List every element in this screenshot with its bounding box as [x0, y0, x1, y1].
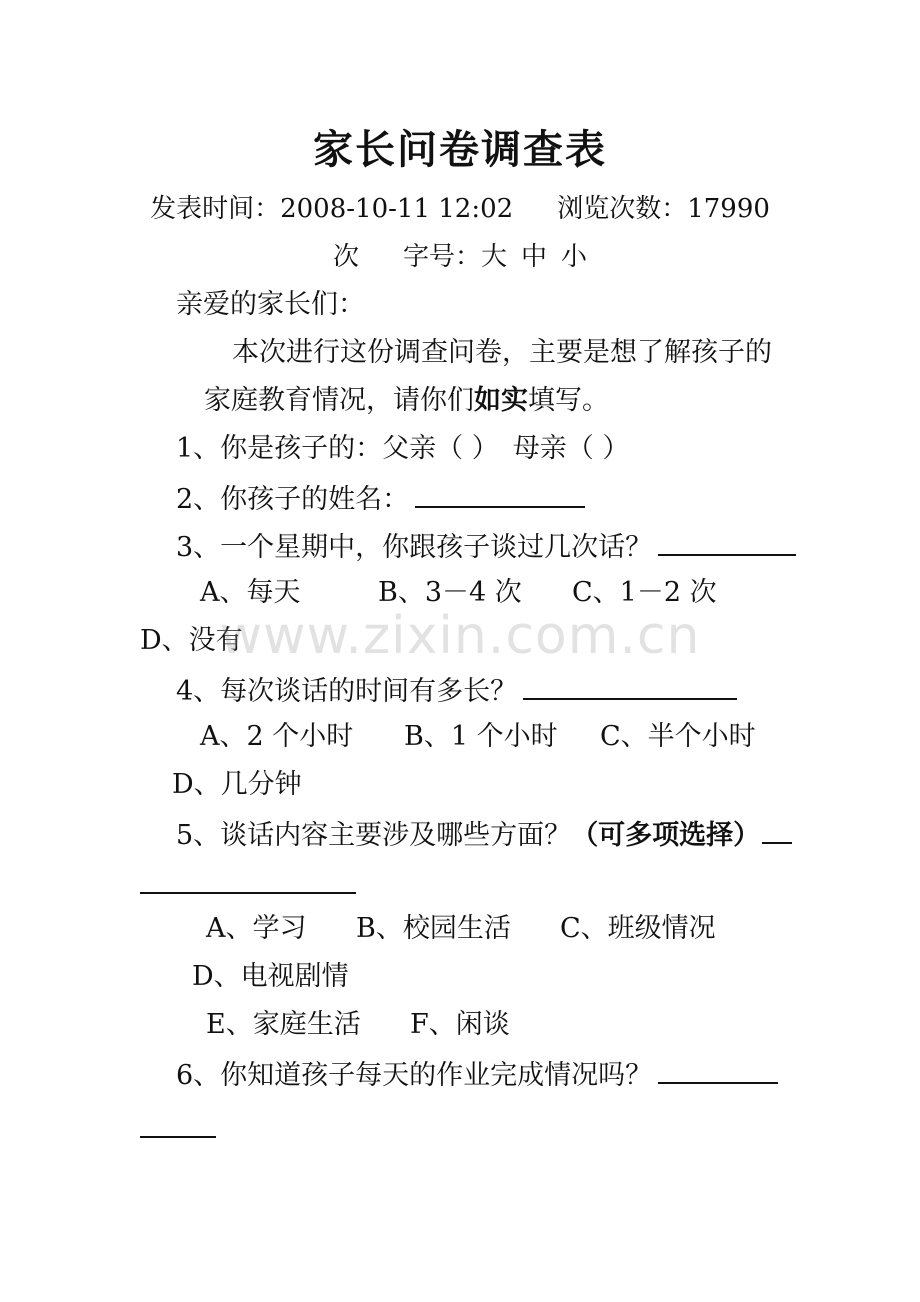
- question-6-text: 6、你知道孩子每天的作业完成情况吗？: [176, 1060, 653, 1091]
- question-5-answer-line[interactable]: [140, 892, 356, 894]
- q4-option-b[interactable]: B、1 个小时: [404, 721, 558, 752]
- q4-option-c[interactable]: C、半个小时: [600, 721, 756, 752]
- question-5-options-row-1: [206, 912, 716, 946]
- font-size-small-link[interactable]: 小: [561, 242, 588, 272]
- meta-line: [0, 192, 920, 226]
- q3-option-a[interactable]: A、每天: [200, 577, 301, 608]
- question-4: [176, 672, 737, 709]
- font-size-medium-link[interactable]: 中: [521, 242, 548, 272]
- question-6-answer-blank[interactable]: [658, 1056, 778, 1084]
- meta-line-2: [0, 240, 920, 274]
- q4-option-d[interactable]: D、几分钟: [172, 769, 302, 800]
- question-3-answer-blank[interactable]: [658, 528, 796, 556]
- question-2-answer-blank[interactable]: [415, 480, 585, 508]
- published-label: 发表时间：: [150, 194, 281, 224]
- watermark: www.zixin.com.cn: [219, 606, 701, 666]
- q5-option-b[interactable]: B、校园生活: [356, 913, 511, 944]
- question-1-text: 1、你是孩子的：父亲（ ）: [176, 433, 499, 464]
- font-size-label: 字号：: [402, 242, 481, 272]
- font-size-large-link[interactable]: 大: [480, 242, 507, 272]
- question-4-text: 4、每次谈话的时间有多长？: [176, 676, 518, 707]
- question-4-answer-blank[interactable]: [523, 672, 737, 700]
- question-4-options: [200, 720, 756, 754]
- intro-post: 填写。: [528, 385, 609, 416]
- views-unit: 次: [332, 242, 359, 272]
- q5-option-a[interactable]: A、学习: [206, 913, 307, 944]
- question-5-options-row-3: [206, 1008, 510, 1042]
- question-3-options: [200, 576, 717, 610]
- question-5-answer-blank[interactable]: [762, 816, 792, 844]
- views-value: 17990: [687, 194, 770, 224]
- intro-emphasis: 如实: [474, 385, 528, 416]
- question-2-text: 2、你孩子的姓名：: [176, 484, 410, 515]
- question-2: [176, 480, 585, 517]
- q3-option-c[interactable]: C、1－2 次: [572, 577, 717, 608]
- intro-line-2: [204, 384, 609, 418]
- q5-option-f[interactable]: F、闲谈: [410, 1009, 510, 1040]
- q3-option-d[interactable]: D、没有: [140, 625, 243, 656]
- views-label: 浏览次数：: [557, 194, 688, 224]
- q5-option-d[interactable]: D、电视剧情: [192, 961, 349, 992]
- greeting: 亲爱的家长们：: [176, 289, 365, 320]
- intro-pre: 家庭教育情况，请你们: [204, 385, 474, 416]
- question-1: [176, 432, 629, 466]
- q5-option-c[interactable]: C、班级情况: [560, 913, 716, 944]
- published-value: 2008-10-11 12:02: [280, 194, 514, 224]
- q3-option-b[interactable]: B、3－4 次: [378, 577, 522, 608]
- question-6: [176, 1056, 778, 1093]
- q4-option-a[interactable]: A、2 个小时: [200, 721, 354, 752]
- question-5: [176, 816, 792, 853]
- question-5-note: （可多项选择）: [571, 820, 761, 851]
- page-title: 家长问卷调查表: [313, 126, 607, 173]
- q5-option-e[interactable]: E、家庭生活: [206, 1009, 361, 1040]
- intro-line-1: 本次进行这份调查问卷，主要是想了解孩子的: [232, 337, 772, 368]
- question-1-extra: 母亲（ ）: [512, 433, 630, 464]
- question-6-answer-line[interactable]: [140, 1136, 216, 1138]
- question-3: [176, 528, 796, 565]
- question-3-text: 3、一个星期中，你跟孩子谈过几次话？: [176, 532, 653, 563]
- question-5-text: 5、谈话内容主要涉及哪些方面？: [176, 820, 572, 851]
